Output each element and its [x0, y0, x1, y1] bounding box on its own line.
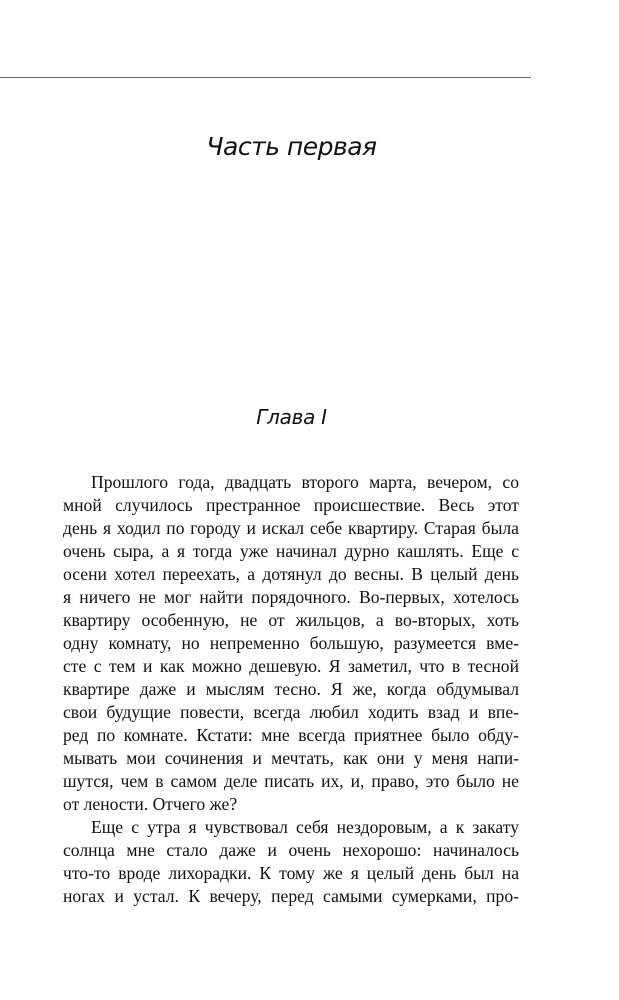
text-line: ногах и устал. К вечеру, перед самыми сумерками, про-: [63, 886, 519, 906]
text-line: Еще с утра я чувствовал себя нездоровым, а к закату: [91, 817, 519, 837]
text-line: сте с тем и как можно дешевую. Я заметил, что в тесной: [63, 656, 519, 676]
text-line: солнца мне стало даже и очень нехорошо: начиналось: [63, 840, 519, 860]
text-line: день я ходил по городу и искал себе квартиру. Старая была: [63, 518, 519, 538]
text-line: свои будущие повести, всегда любил ходить взад и впе-: [63, 702, 519, 722]
text-line: ред по комнате. Кстати: мне всегда приятнее было обду-: [63, 725, 519, 745]
text-line: Прошлого года, двадцать второго марта, вечером, со: [91, 472, 519, 492]
text-line: от лености. Отчего же?: [63, 794, 238, 814]
text-line: я ничего не мог найти порядочного. Во-первых, хотелось: [63, 587, 519, 607]
text-line: очень сыра, а я тогда уже начинал дурно кашлять. Еще с: [63, 541, 519, 561]
text-line: квартиру особенную, не от жильцов, а во-вторых, хоть: [63, 610, 519, 630]
text-line: мной случилось престранное происшествие. Весь этот: [63, 495, 519, 515]
text-line: осени хотел переехать, а дотянул до весны. В целый день: [63, 564, 519, 584]
text-line: что-то вроде лихорадки. К тому же я целый день был на: [63, 863, 519, 883]
text-line: квартире даже и мыслям тесно. Я же, когда обдумывал: [63, 679, 519, 699]
chapter-title: Глава I: [256, 405, 327, 429]
text-line: шутся, чем в самом деле писать их, и, право, это было не: [63, 771, 519, 791]
body-text: [63, 471, 519, 908]
part-title: Часть первая: [206, 132, 377, 161]
text-line: одну комнату, но непременно большую, разумеется вме-: [63, 633, 519, 653]
text-line: мывать мои сочинения и мечтать, как они у меня напи-: [63, 748, 519, 768]
header-rule: [0, 77, 531, 78]
